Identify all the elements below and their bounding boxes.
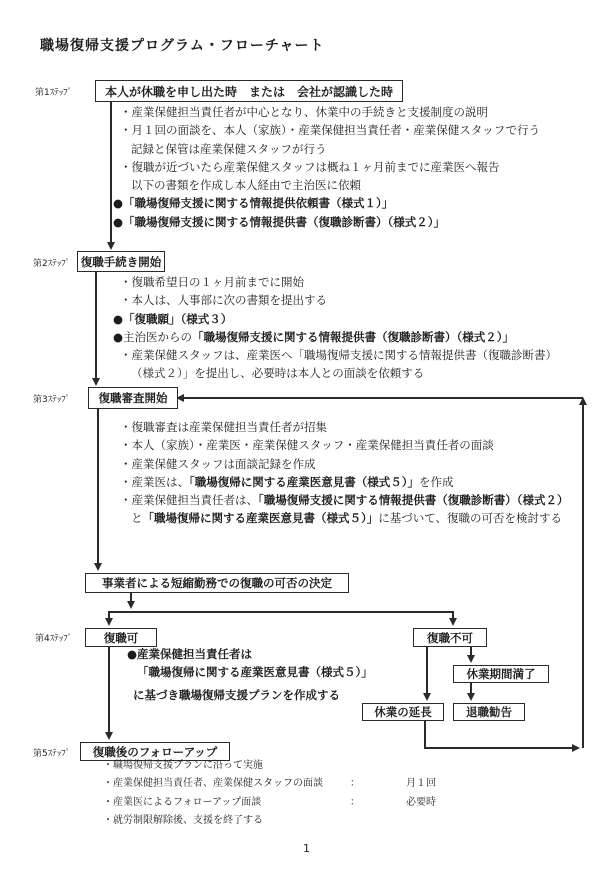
bullet-line: （様式２）」を提出し、必要時は本人との面談を依頼する bbox=[131, 366, 425, 381]
bullet-line: 以下の書類を作成し本人経由で主治医に依頼 bbox=[131, 178, 361, 193]
feedback-line-horizontal bbox=[182, 397, 583, 399]
step4-bullets bbox=[127, 645, 373, 704]
loop-line-horizontal bbox=[424, 747, 572, 749]
arrowhead-down-icon bbox=[127, 601, 135, 609]
step2-bullets bbox=[103, 273, 557, 383]
bullet-line: ●産業保健担当責任者は bbox=[127, 647, 253, 661]
arrowhead-down-icon bbox=[94, 563, 102, 571]
bullet-line: ・産業保健担当責任者が中心となり、休業中の手続きと支援制度の説明 bbox=[120, 105, 488, 119]
step4-label: 第4ｽﾃｯﾌﾟ bbox=[35, 634, 73, 644]
bullet-line: ・本人は、人事部に次の書類を提出する bbox=[120, 293, 327, 308]
bullet-line: 記録と保管は産業保健スタッフが行う bbox=[131, 141, 327, 156]
page-title: 職場復帰支援プログラム・フローチャート bbox=[40, 38, 325, 54]
arrowhead-down-icon bbox=[467, 693, 475, 701]
feedback-line-vertical bbox=[582, 399, 584, 748]
bullet-line: ・産業医は、「職場復帰に関する産業医意見書（様式５）」を作成 bbox=[120, 474, 454, 489]
step1-bullets bbox=[103, 103, 540, 231]
step2-label: 第2ｽﾃｯﾌﾟ bbox=[33, 259, 71, 269]
bullet-line: ・復職が近づいたら産業保健スタッフは概ね１ヶ月前までに産業医へ報告 bbox=[120, 159, 500, 174]
loop-line-vertical bbox=[424, 719, 426, 748]
bullet-line: ・復職希望日の１ヶ月前までに開始 bbox=[120, 275, 304, 289]
bullet-line: ・復職審査は産業保健担当責任者が招集 bbox=[120, 420, 327, 434]
split-line bbox=[108, 611, 453, 613]
arrowhead-down-icon bbox=[449, 618, 457, 626]
step3-bullets bbox=[103, 418, 569, 528]
bullet-line: ・産業保健担当責任者、産業保健スタッフの面談 ： 月１回 bbox=[103, 778, 436, 790]
step3-box: 復職審査開始 bbox=[88, 387, 178, 409]
return-ng-box: 復職不可 bbox=[413, 628, 487, 647]
step3-label: 第3ｽﾃｯﾌﾟ bbox=[33, 395, 71, 405]
arrow-step3-to-decision bbox=[97, 407, 99, 563]
arrowhead-down-icon bbox=[467, 655, 475, 663]
decision-box: 事業者による短縮勤務での復職の可否の決定 bbox=[85, 573, 349, 593]
bullet-line: ●「職場復帰支援に関する情報提供依頼書（様式１）」 bbox=[113, 196, 394, 211]
bullet-line: ・本人（家族）・産業医・産業保健スタッフ・産業保健担当責任者の面談 bbox=[120, 438, 494, 453]
bullet-line: ●「職場復帰支援に関する情報提供書（復職診断書）（様式２）」 bbox=[113, 214, 446, 229]
leave-expired-box: 休業期間満了 bbox=[453, 665, 549, 683]
arrowhead-down-icon bbox=[423, 693, 431, 701]
arrowhead-down-icon bbox=[92, 378, 100, 386]
arrowhead-down-icon bbox=[105, 618, 113, 626]
step5-box: 復職後のフォローアップ bbox=[80, 742, 230, 761]
arrowhead-right-icon bbox=[572, 744, 580, 752]
bullet-line: ・産業保健担当責任者は、「職場復帰支援に関する情報提供書（復職診断書）（様式２） bbox=[120, 493, 569, 508]
leave-extension-box: 休業の延長 bbox=[362, 703, 444, 721]
bullet-line: ●主治医からの「職場復帰支援に関する情報提供書（復職診断書）（様式２）」 bbox=[113, 329, 515, 344]
step5-label: 第5ｽﾃｯﾌﾟ bbox=[33, 749, 71, 759]
arrow-returnok-to-step5 bbox=[108, 645, 110, 732]
bullet-line: ●「復職願」（様式３） bbox=[113, 311, 233, 326]
bullet-line: に基づき職場復帰支援プランを作成する bbox=[133, 687, 340, 702]
arrow-step2-to-step3 bbox=[95, 270, 97, 378]
arrowhead-down-icon bbox=[107, 242, 115, 250]
arrowhead-down-icon bbox=[105, 732, 113, 740]
step2-box: 復職手続き開始 bbox=[77, 251, 165, 272]
resignation-advice-box: 退職勧告 bbox=[453, 703, 525, 721]
bullet-line: ・産業保健スタッフは面談記録を作成 bbox=[120, 456, 316, 471]
step1-box: 本人が休職を申し出た時 または 会社が認識した時 bbox=[95, 80, 403, 102]
page-number: 1 bbox=[303, 842, 310, 855]
bullet-line: と「職場復帰に関する産業医意見書（様式５）」に基づいて、復職の可否を検討する bbox=[131, 511, 563, 526]
bullet-line: ・就労制限解除後、支援を終了する bbox=[103, 815, 263, 827]
bullet-line: ・産業保健スタッフは、産業医へ「職場復帰支援に関する情報提供書（復職診断書） bbox=[120, 348, 557, 363]
bullet-line: ・産業医によるフォローアップ面談 ： 必要時 bbox=[103, 796, 436, 808]
arrowhead-up-icon bbox=[579, 397, 587, 405]
bullet-line: ・月１回の面談を、本人（家族）・産業保健担当責任者・産業保健スタッフで行う bbox=[120, 123, 541, 138]
step5-bullets bbox=[103, 757, 436, 831]
return-ok-box: 復職可 bbox=[85, 628, 157, 647]
bullet-line: 「職場復帰に関する産業医意見書（様式５）」 bbox=[137, 665, 373, 680]
arrow-ng-to-extension bbox=[426, 645, 428, 693]
bullet-line: ・職場復帰支援プランに沿って実施 bbox=[103, 760, 263, 771]
step1-label: 第1ｽﾃｯﾌﾟ bbox=[35, 88, 73, 98]
